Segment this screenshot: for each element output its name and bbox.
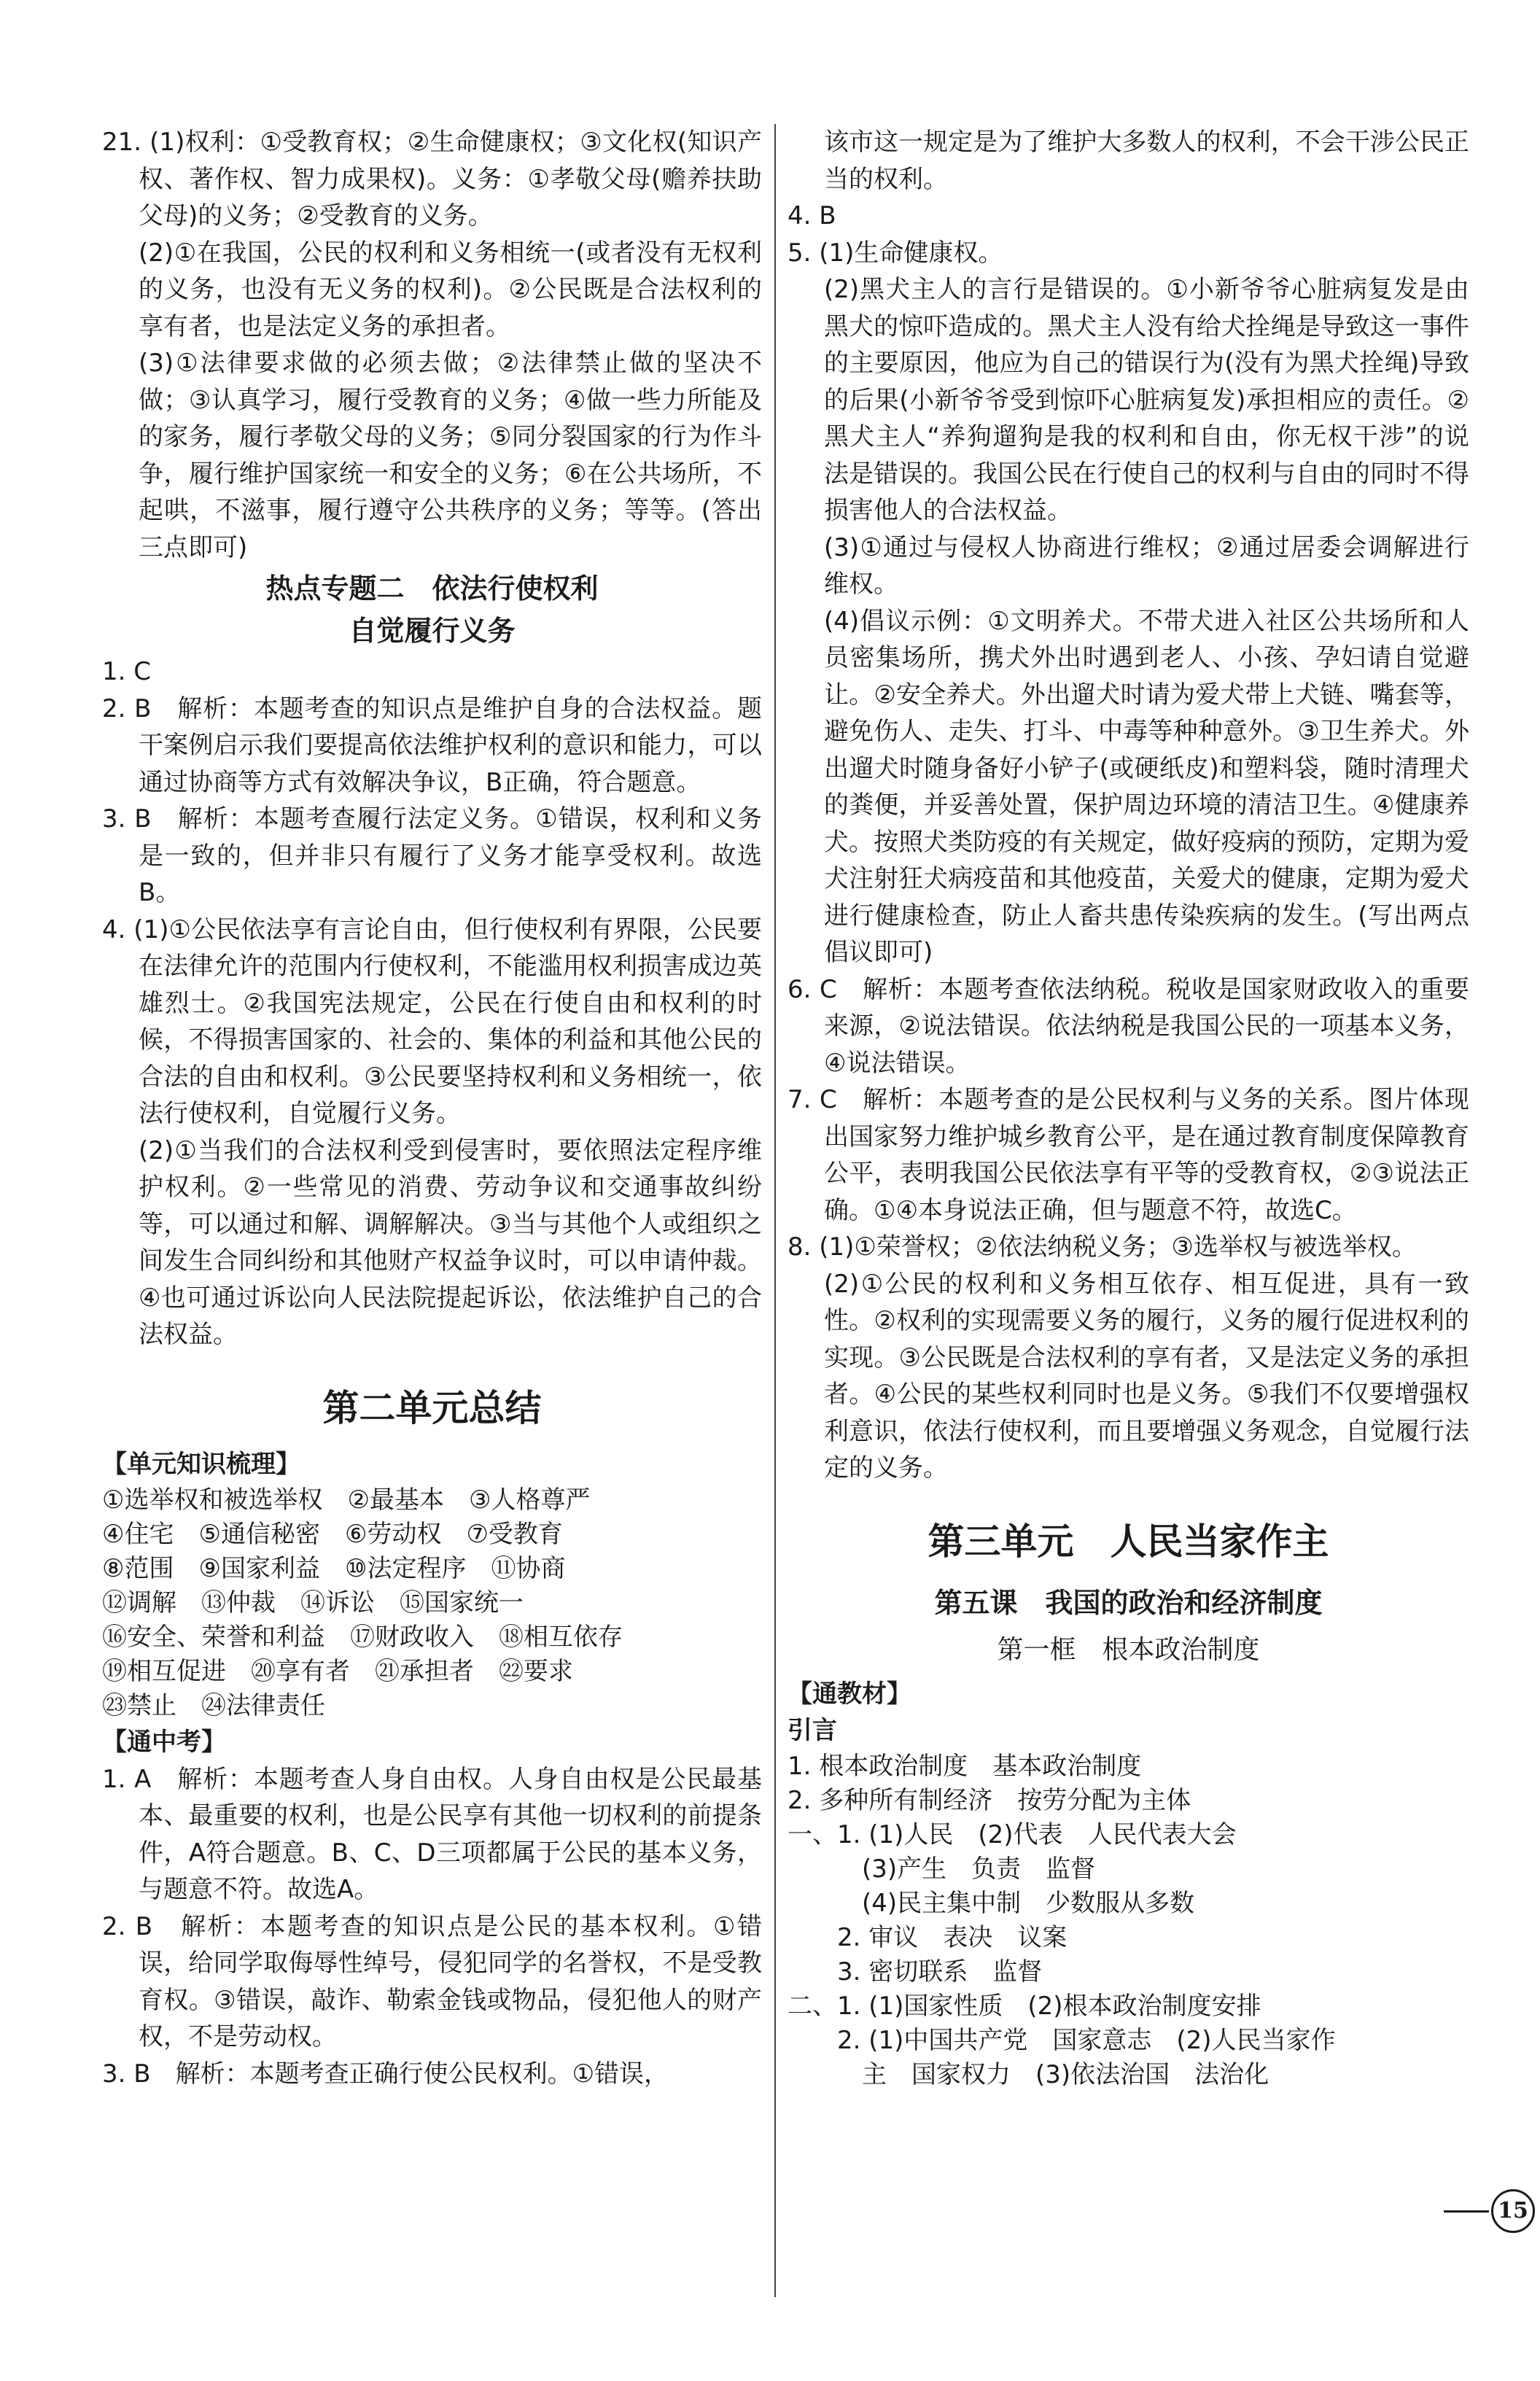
knowledge-row: ⑯安全、荣誉和利益 ⑰财政收入 ⑱相互依存	[102, 1622, 623, 1652]
outline-row: (4)民主集中制 少数服从多数	[788, 1888, 1195, 1918]
knowledge-row: ④住宅 ⑤通信秘密 ⑥劳动权 ⑦受教育	[102, 1519, 563, 1549]
exam-item-3: 3. B 解析：本题考查正确行使公民权利。①错误，	[102, 2059, 669, 2089]
outline-row: 2. 审议 表决 议案	[788, 1922, 1068, 1952]
answer-item: (4)倡议示例：①文明养犬。不带犬进入社区公共场所和人员密集场所，携犬外出时遇到老人、小孩、孕妇请自觉避让。②安全养犬。外出遛犬时请为爱犬带上犬链、嘴套等，避免伤人、走失、打斗、中毒等种种意外。③卫生养犬。外出遛犬时随身备好小铲子(或硬纸皮)和塑料袋，随时清理犬的粪便，并妥善处置，保护周边环境的清洁卫生。④健康养犬。按照犬类防疫的有关规定，做好疫病的预防，定期为爱犬注射狂犬病疫苗和其他疫苗，关爱犬的健康，定期为爱犬进行健康检查，防止人畜共患传染疾病的发生。(写出两点倡议即可)	[824, 606, 1469, 967]
right-column	[788, 124, 1469, 2092]
q21-part1: 21. (1)权利：①受教育权；②生命健康权；③文化权(知识产权、著作权、智力成果权)。义务：①孝敬父母(赡养扶助父母)的义务；②受教育的义务。	[102, 128, 762, 230]
intro-heading: 引言	[788, 1715, 837, 1745]
lesson-title: 第五课 我国的政治和经济制度	[934, 1585, 1323, 1619]
left-column	[102, 124, 762, 2092]
knowledge-row: ㉓禁止 ㉔法律责任	[102, 1690, 325, 1720]
answer-item: (2)①公民的权利和义务相互依存、相互促进，具有一致性。②权利的实现需要义务的履行，义务的履行促进权利的实现。③公民既是合法权利的享有者，又是法定义务的承担者。④公民的某些权利同时也是义务。⑤我们不仅要增强权利意识，依法行使权利，而且要增强义务观念，自觉履行法定的义务。	[824, 1269, 1469, 1483]
topic-item-2: 2. B 解析：本题考查的知识点是维护自身的合法权益。题干案例启示我们要提高依法维护权利的意识和能力，可以通过协商等方式有效解决争议，B正确，符合题意。	[102, 694, 762, 797]
topic-item-1: 1. C	[102, 657, 151, 686]
topic-item-4: 4. (1)①公民依法享有言论自由，但行使权利有界限，公民要在法律允许的范围内行使权利，不能滥用权利损害成边英雄烈士。②我国宪法规定，公民在行使自由和权利的时候，不得损害国家的、社会的、集体的利益和其他公民的合法的自由和权利。③公民要坚持权利和义务相统一，依法行使权利，自觉履行义务。	[102, 914, 762, 1128]
knowledge-heading: 【单元知识梳理】	[102, 1449, 300, 1479]
knowledge-row: ⑫调解 ⑬仲裁 ⑭诉讼 ⑮国家统一	[102, 1588, 524, 1617]
unit3-title: 第三单元 人民当家作主	[928, 1519, 1329, 1563]
knowledge-row: ⑲相互促进 ⑳享有者 ㉑承担者 ㉒要求	[102, 1656, 573, 1686]
knowledge-row: ①选举权和被选举权 ②最基本 ③人格尊严	[102, 1485, 591, 1515]
answer-item: 8. (1)①荣誉权；②依法纳税义务；③选举权与被选举权。	[788, 1232, 1417, 1262]
outline-row: 3. 密切联系 监督	[788, 1957, 1043, 1986]
exam-item-2: 2. B 解析：本题考查的知识点是公民的基本权利。①错误，给同学取侮辱性绰号，侵犯同学的名誉权，不是受教育权。③错误，敲诈、勒索金钱或物品，侵犯他人的财产权，不是劳动权。	[102, 1911, 762, 2051]
outline-row: 一、1. (1)人民 (2)代表 人民代表大会	[788, 1819, 1237, 1849]
answer-item: (3)①通过与侵权人协商进行维权；②通过居委会调解进行维权。	[824, 532, 1469, 599]
exam-item-1: 1. A 解析：本题考查人身自由权。人身自由权是公民最基本、最重要的权利，也是公民享有其他一切权利的前提条件，A符合题意。B、C、D三项都属于公民的基本义务，与题意不符。故选A。	[102, 1764, 762, 1904]
unit-summary-title: 第二单元总结	[322, 1386, 542, 1429]
topic-title-line2: 自觉履行义务	[349, 614, 516, 647]
column-divider	[774, 124, 776, 2297]
q21-part3: (3)①法律要求做的必须去做；②法律禁止做的坚决不做；③认真学习，履行受教育的义务；④做一些力所能及的家务，履行孝敬父母的义务；⑤同分裂国家的行为作斗争，履行维护国家统一和安全的义务；⑥在公共场所，不起哄，不滋事，履行遵守公共秩序的义务；等等。(答出三点即可)	[139, 349, 762, 562]
intro-item: 1. 根本政治制度 基本政治制度	[788, 1751, 1142, 1781]
topic-item-4-part2: (2)①当我们的合法权利受到侵害时，要依照法定程序维护权利。②一些常见的消费、劳动争议和交通事故纠纷等，可以通过和解、调解解决。③当与其他个人或组织之间发生合同纠纷和其他财产权益争议时，可以申请仲裁。④也可通过诉讼向人民法院提起诉讼，依法维护自己的合法权益。	[139, 1135, 762, 1349]
textbook-heading: 【通教材】	[788, 1679, 911, 1709]
answer-item: 4. B	[788, 201, 836, 230]
page-number: 15	[1491, 2189, 1535, 2233]
outline-row: (3)产生 负责 监督	[788, 1854, 1096, 1884]
q3-continuation: 该市这一规定是为了维护大多数人的权利，不会干涉公民正当的权利。	[824, 128, 1469, 194]
q21-part2: (2)①在我国，公民的权利和义务相统一(或者没有无权利的义务，也没有无义务的权利)。②公民既是合法权利的享有者，也是法定义务的承担者。	[139, 238, 762, 341]
exam-heading: 【通中考】	[102, 1727, 226, 1757]
outline-row: 二、1. (1)国家性质 (2)根本政治制度安排	[788, 1991, 1261, 2021]
outline-row: 主 国家权力 (3)依法治国 法治化	[788, 2059, 1269, 2089]
answer-item: (2)黑犬主人的言行是错误的。①小新爷爷心脏病复发是由黑犬的惊吓造成的。黑犬主人没有给犬拴绳是导致这一事件的主要原因，他应为自己的错误行为(没有为黑犬拴绳)导致的后果(小新爷爷受到惊吓心脏病复发)承担相应的责任。②黑犬主人“养狗遛狗是我的权利和自由，你无权干涉”的说法是错误的。我国公民在行使自己的权利与自由的同时不得损害他人的合法权益。	[824, 275, 1469, 525]
outline-row: 2. (1)中国共产党 国家意志 (2)人民当家作	[788, 2025, 1336, 2055]
frame-title: 第一框 根本政治制度	[997, 1634, 1260, 1665]
topic-title-line1: 热点专题二 依法行使权利	[265, 572, 599, 605]
answer-item: 5. (1)生命健康权。	[788, 238, 1003, 268]
page-number-line	[1444, 2210, 1489, 2213]
answer-item: 6. C 解析：本题考查依法纳税。税收是国家财政收入的重要来源，②说法错误。依法纳税是我国公民的一项基本义务，④说法错误。	[788, 974, 1469, 1078]
answer-item: 7. C 解析：本题考查的是公民权利与义务的关系。图片体现出国家努力维护城乡教育公平，是在通过教育制度保障教育公平，表明我国公民依法享有平等的受教育权，②③说法正确。①④本身说法正确，但与题意不符，故选C。	[788, 1085, 1469, 1225]
topic-item-3: 3. B 解析：本题考查履行法定义务。①错误，权利和义务是一致的，但并非只有履行了义务才能享受权利。故选B。	[102, 804, 762, 907]
knowledge-row: ⑧范围 ⑨国家利益 ⑩法定程序 ⑪协商	[102, 1553, 566, 1583]
intro-item: 2. 多种所有制经济 按劳分配为主体	[788, 1785, 1191, 1815]
